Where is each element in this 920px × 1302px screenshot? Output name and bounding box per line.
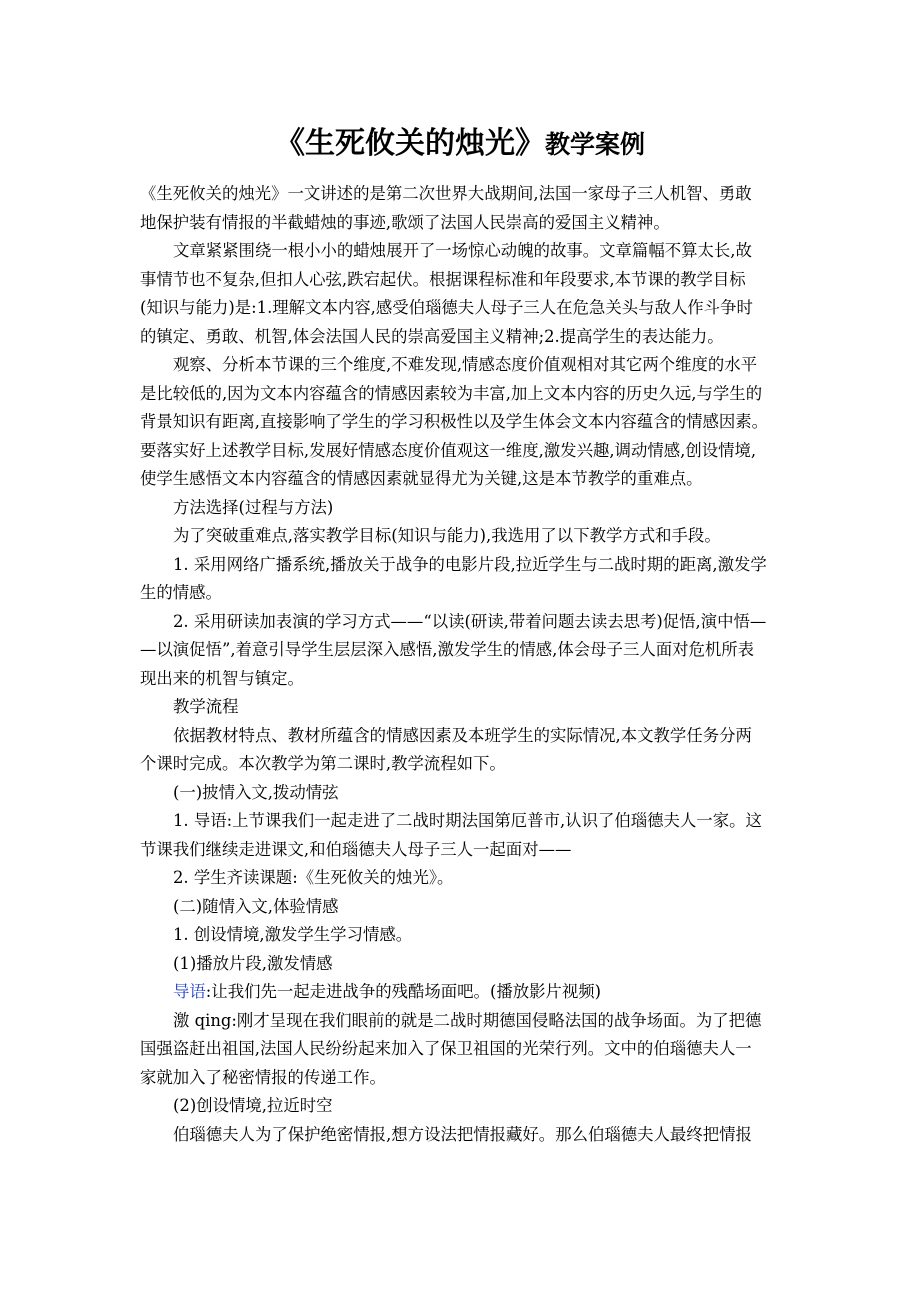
text-line	[140, 722, 800, 751]
line-text: 方法选择(过程与方法)	[173, 497, 334, 517]
line-text: 1. 采用网络广播系统,播放关于战争的电影片段,拉近学生与二战时期的距离,激发学	[173, 554, 767, 574]
line-text: 的镇定、勇敢、机智,体会法国人民的崇高爱国主义精神;2.提高学生的表达能力。	[140, 326, 724, 346]
text-line	[140, 323, 800, 352]
line-text: 教学流程	[173, 697, 239, 716]
text-line	[140, 950, 800, 979]
text-line	[140, 665, 800, 694]
text-line	[140, 921, 800, 950]
line-text: (一)披情入文,拨动情弦	[173, 782, 339, 802]
line-text: (2)创设情境,拉近时空	[173, 1096, 333, 1115]
line-text: 使学生感悟文本内容蕴含的情感因素就显得尤为关键,这是本节教学的重难点。	[140, 469, 703, 488]
text-line	[140, 408, 800, 437]
line-text: 生的情感。	[140, 583, 222, 602]
document-body	[140, 180, 800, 1149]
text-line	[140, 1092, 800, 1121]
line-text: 背景知识有距离,直接影响了学生的学习积极性以及学生体会文本内容蕴含的情感因素。	[140, 412, 769, 431]
text-line	[140, 437, 800, 466]
line-text: 国强盗赶出祖国,法国人民纷纷起来加入了保卫祖国的光荣行列。文中的伯瑙德夫人一	[140, 1039, 752, 1058]
document-title	[0, 118, 920, 162]
text-line	[140, 893, 800, 922]
text-line	[140, 779, 800, 808]
title-suffix: 教学案例	[544, 130, 645, 159]
line-text: 伯瑙德夫人为了保护绝密情报,想方设法把情报藏好。那么伯瑙德夫人最终把情报	[173, 1124, 752, 1144]
text-line	[140, 237, 800, 266]
text-line	[140, 1064, 800, 1093]
text-line	[140, 836, 800, 865]
highlighted-lead: 导语	[173, 982, 206, 1001]
text-line	[140, 1007, 800, 1036]
line-text: 为了突破重难点,落实教学目标(知识与能力),我选用了以下教学方式和手段。	[173, 526, 721, 545]
line-text: 个课时完成。本次教学为第二课时,教学流程如下。	[140, 754, 506, 773]
line-text: 要落实好上述教学目标,发展好情感态度价值观这一维度,激发兴趣,调动情感,创设情境,	[140, 440, 757, 460]
line-text: 观察、分析本节课的三个维度,不难发现,情感态度价值观相对其它两个维度的水平	[173, 355, 758, 374]
line-text: 节课我们继续走进课文,和伯瑙德夫人母子三人一起面对——	[140, 839, 572, 859]
text-line	[140, 978, 800, 1007]
text-line	[140, 693, 800, 722]
line-text: —以演促悟”,着意引导学生层层深入感悟,激发学生的情感,体会母子三人面对危机所表	[140, 640, 755, 659]
text-line	[140, 494, 800, 523]
text-line	[140, 522, 800, 551]
text-line	[140, 209, 800, 238]
text-line	[140, 266, 800, 295]
text-line	[140, 579, 800, 608]
line-text: 现出来的机智与镇定。	[140, 668, 304, 688]
line-text: 激 qing:刚才呈现在我们眼前的就是二战时期德国侵略法国的战争场面。为了把德	[173, 1010, 762, 1030]
text-line	[140, 1121, 800, 1150]
text-line	[140, 551, 800, 580]
line-text: 2. 学生齐读课题:《生死攸关的烛光》。	[173, 868, 454, 887]
text-line	[140, 807, 800, 836]
text-line	[140, 294, 800, 323]
text-line	[140, 180, 800, 209]
line-text: 地保护装有情报的半截蜡烛的事迹,歌颂了法国人民崇高的爱国主义精神。	[140, 212, 670, 232]
line-text: 2. 采用研读加表演的学习方式——“以读(研读,带着问题去读去思考)促悟,演中悟—	[173, 611, 767, 631]
line-text: 1. 创设情境,激发学生学习情感。	[173, 925, 413, 944]
text-line	[140, 864, 800, 893]
text-line	[140, 608, 800, 637]
text-line	[140, 351, 800, 380]
text-line	[140, 465, 800, 494]
text-line	[140, 636, 800, 665]
line-text: 依据教材特点、教材所蕴含的情感因素及本班学生的实际情况,本文教学任务分两	[173, 725, 752, 745]
line-text: 是比较低的,因为文本内容蕴含的情感因素较为丰富,加上文本内容的历史久远,与学生的	[140, 383, 763, 403]
line-text: (二)随情入文,体验情感	[173, 896, 339, 916]
line-text: 家就加入了秘密情报的传递工作。	[140, 1067, 386, 1087]
text-line	[140, 380, 800, 409]
line-text: :让我们先一起走进战争的残酷场面吧。(播放影片视频)	[205, 982, 602, 1001]
text-line	[140, 1035, 800, 1064]
text-line	[140, 750, 800, 779]
line-text: (知识与能力)是:1.理解文本内容,感受伯瑙德夫人母子三人在危急关头与敌人作斗争时	[140, 298, 753, 317]
line-text: 事情节也不复杂,但扣人心弦,跌宕起伏。根据课程标准和年段要求,本节课的教学目标	[140, 269, 746, 289]
line-text: (1)播放片段,激发情感	[173, 953, 333, 973]
line-text: 文章紧紧围绕一根小小的蜡烛展开了一场惊心动魄的故事。文章篇幅不算太长,故	[173, 241, 752, 260]
line-text: 1. 导语:上节课我们一起走进了二战时期法国第厄普市,认识了伯瑙德夫人一家。这	[173, 811, 762, 830]
title-main: 《生死攸关的烛光》	[274, 126, 545, 161]
line-text: 《生死攸关的烛光》一文讲述的是第二次世界大战期间,法国一家母子三人机智、勇敢	[140, 184, 752, 203]
